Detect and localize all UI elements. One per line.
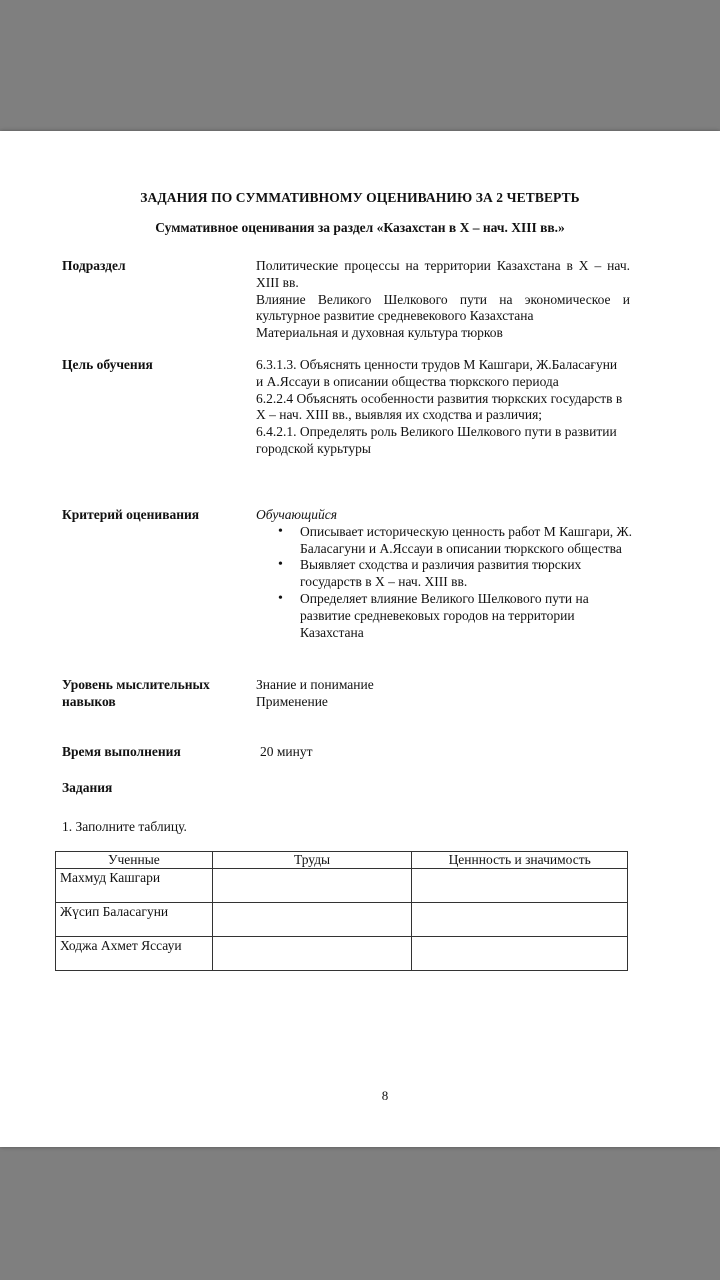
criteria-item: • Выявляет сходства и различия развития тюрских государств в X – нач. XIII вв.	[256, 557, 632, 591]
table-row	[56, 903, 628, 937]
table-header-cell: Ученные	[56, 852, 213, 869]
table-cell	[212, 937, 412, 971]
subsection-line: Материальная и духовная культура тюрков	[256, 325, 503, 341]
table-cell: Махмуд Кашгари	[56, 869, 213, 903]
criteria-list	[256, 524, 632, 642]
page-number: 8	[381, 1088, 389, 1103]
table-cell	[212, 903, 412, 937]
table-cell	[412, 903, 628, 937]
criteria-item: • Описывает историческую ценность работ М Кашгари, Ж. Баласагуни и А.Яссауи в описании тюркского общества	[256, 524, 632, 558]
criteria-item: • Определяет влияние Великого Шелкового пути на развитие средневековых городов на территории Казахстана	[256, 591, 632, 641]
learning-goal-label: Цель обучения	[62, 357, 153, 372]
learning-goal-line: 6.2.2.4 Объяснять особенности развития тюркских государств в X – нач. XIII вв., выявляя их сходства и различия;	[256, 390, 623, 423]
table-cell: Жүсип Баласагуни	[56, 903, 213, 937]
table-header-cell: Труды	[212, 852, 412, 869]
subsection-line: Влияние Великого Шелкового пути на экономическое и культурное развитие средневекового Казахстана	[256, 291, 630, 324]
thinking-level-line: Применение	[256, 693, 328, 709]
scholars-table	[55, 851, 628, 971]
learning-goal-line: 6.4.2.1. Определять роль Великого Шелкового пути в развитии городской курьтуры	[256, 424, 617, 456]
criteria-intro: Обучающийся	[256, 507, 338, 522]
thinking-level-value	[256, 677, 630, 711]
thinking-level-line: Знание и понимание	[256, 677, 374, 692]
table-cell: Ходжа Ахмет Яссауи	[56, 937, 213, 971]
table-row	[56, 937, 628, 971]
table-header-row	[56, 852, 628, 869]
table-cell	[412, 869, 628, 903]
subsection-label: Подраздел	[62, 258, 126, 273]
document-page	[0, 131, 720, 1147]
subsection-value	[256, 258, 630, 342]
subsection-line: Политические процессы на территории Казахстана в X – нач. XIII вв.	[256, 258, 630, 290]
duration-label: Время выполнения	[62, 744, 181, 759]
learning-goal-line: 6.3.1.3. Объяснять ценности трудов М Кашгари, Ж.Баласағуни и А.Яссауи в описании общества тюркского периода	[256, 357, 618, 389]
tasks-label: Задания	[62, 780, 113, 795]
criteria-value	[256, 507, 632, 641]
table-row	[56, 869, 628, 903]
duration-value: 20 минут	[260, 744, 313, 759]
thinking-level-label: Уровень мыслительных навыков	[62, 677, 210, 709]
learning-goal-value	[256, 357, 626, 458]
document-title: ЗАДАНИЯ ПО СУММАТИВНОМУ ОЦЕНИВАНИЮ ЗА 2 ЧЕТВЕРТЬ	[140, 190, 580, 205]
table-header-cell: Ценнность и значимость	[412, 852, 628, 869]
criteria-label: Критерий оценивания	[62, 507, 200, 522]
document-subtitle: Суммативное оценивания за раздел «Казахстан в X – нач. XIII вв.»	[155, 220, 565, 235]
task-1-text: 1. Заполните таблицу.	[62, 819, 187, 834]
table-cell	[412, 937, 628, 971]
table-cell	[212, 869, 412, 903]
